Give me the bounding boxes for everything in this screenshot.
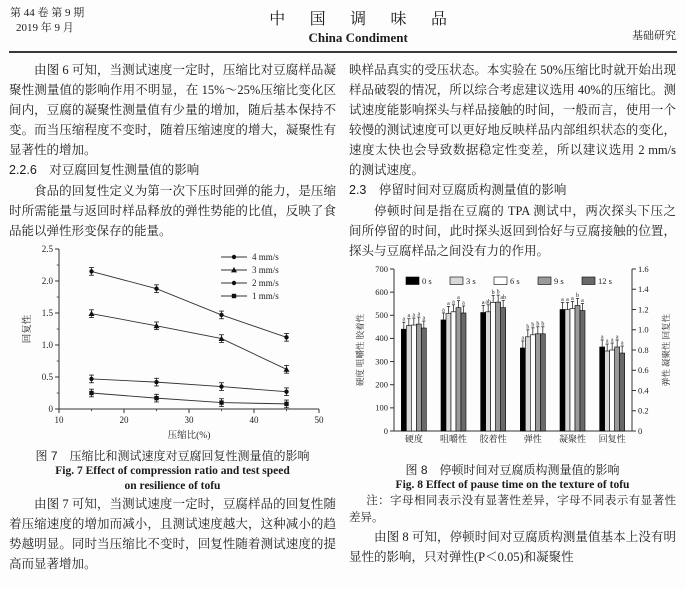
svg-text:b: b (491, 290, 495, 297)
svg-text:a: a (481, 300, 485, 307)
fig8-bars (401, 290, 625, 444)
svg-text:a: a (565, 297, 569, 303)
fig7-series (88, 268, 289, 408)
svg-text:b: b (496, 289, 500, 296)
svg-text:1.0: 1.0 (41, 339, 53, 350)
svg-text:a: a (421, 315, 425, 322)
svg-text:100: 100 (374, 402, 388, 413)
svg-text:3 mm/s: 3 mm/s (251, 265, 279, 275)
svg-text:50: 50 (314, 415, 323, 425)
journal-title-block (84, 6, 632, 46)
paragraph: 由图 8 可知，停顿时间对豆腐质构测量值基本上没有明显性的影响，只对弹性(P＜0.05)和凝聚性 (349, 530, 676, 564)
svg-text:弹性 凝聚性 回复性: 弹性 凝聚性 回复性 (660, 313, 671, 387)
svg-text:300: 300 (374, 356, 388, 367)
fig8-legend (406, 276, 612, 286)
issue-info (10, 6, 84, 36)
svg-text:500: 500 (374, 310, 388, 321)
figure7 (9, 243, 336, 447)
svg-text:a: a (520, 335, 524, 342)
svg-text:a: a (605, 338, 609, 345)
svg-text:1.4: 1.4 (637, 284, 649, 295)
paragraph: 由图 7 可知，当测试速度一定时，豆腐样品的回复性随着压缩速度的增加而减小，且测试速度越大，这种减小的趋势越明显。同时当压缩比不变时，回复性随着测试速度的提高而显著增加。 (9, 497, 336, 571)
svg-text:1.0: 1.0 (637, 324, 649, 335)
section-heading-226: 2.2.6 对豆腐回复性测量值的影响 (9, 163, 200, 177)
figure7-caption-en-line2: on resilience of tofu (124, 480, 221, 492)
svg-text:b: b (530, 322, 534, 329)
paragraph: 停顿时间是指在豆腐的 TPA 测试中，两次探头下压之间所停留的时间，此时探头返回到恰好与豆腐接触的位置，探头与豆腐样品之间没有力的作用。 (349, 204, 676, 258)
svg-text:a: a (461, 300, 465, 307)
page-header (0, 0, 686, 46)
svg-text:a: a (451, 299, 455, 306)
svg-text:b: b (525, 324, 529, 331)
svg-text:弹性: 弹性 (523, 434, 542, 444)
svg-text:0.6: 0.6 (637, 365, 649, 376)
svg-text:3 s: 3 s (465, 276, 476, 286)
paragraph: 食品的回复性定义为第一次下压时回弹的能力，是压缩时所需能量与返回时样品释放的弹性势能的比值，反映了食品能以弹性形变保存的能量。 (9, 184, 336, 238)
figure8-note: 注：字母相同表示没有显著性差异，字母不同表示有显著性差异。 (349, 495, 676, 524)
svg-text:0: 0 (637, 425, 642, 436)
svg-text:a: a (416, 311, 420, 318)
svg-text:凝聚性: 凝聚性 (558, 434, 586, 444)
svg-text:咀嚼性: 咀嚼性 (439, 434, 467, 444)
svg-text:4 mm/s: 4 mm/s (251, 252, 279, 262)
svg-text:2.5: 2.5 (41, 243, 53, 254)
svg-text:硬度 咀嚼性 胶着性: 硬度 咀嚼性 胶着性 (354, 313, 365, 387)
svg-text:0.2: 0.2 (637, 405, 649, 416)
header-rule (9, 51, 677, 53)
svg-text:600: 600 (374, 286, 388, 297)
svg-text:a: a (580, 298, 584, 305)
right-column (349, 60, 676, 574)
section-heading-23: 2.3 停留时间对豆腐质构测量值的影响 (349, 183, 567, 197)
figure7-caption-cn: 图 7 压缩比和测试速度对豆腐回复性测量值的影响 (35, 449, 310, 463)
svg-text:0.5: 0.5 (41, 371, 53, 382)
svg-text:30: 30 (184, 415, 193, 425)
paragraph: 映样品真实的受压状态。本实验在 50%压缩比时就开始出现样品破裂的情况，所以综合考虑建议选用 40%的压缩比。测试速度能影响探头与样品接触的时间，一般而言，使用一个较慢的测试速度可以更好地反映样品内部组织状态的变化，速度太快也会导致数据稳定性变差，所以建议选用 2 mm/s 的测试速度。 (349, 63, 676, 177)
two-column-body (0, 60, 686, 574)
svg-text:a: a (610, 337, 614, 344)
svg-text:6 s: 6 s (509, 276, 520, 286)
svg-text:700: 700 (374, 263, 388, 274)
svg-text:a: a (615, 334, 619, 341)
journal-title-en: China Condiment (308, 30, 408, 45)
svg-text:b: b (575, 292, 579, 299)
svg-text:9 s: 9 s (553, 276, 564, 286)
figure7-caption-en-line1: Fig. 7 Effect of compression ratio and test speed (55, 465, 290, 477)
svg-text:硬度: 硬度 (404, 434, 423, 444)
svg-text:压缩比(%): 压缩比(%) (167, 431, 210, 441)
figure8-caption-en: Fig. 8 Effect of pause time on the texture of tofu (395, 479, 630, 491)
svg-text:400: 400 (374, 333, 388, 344)
left-column (9, 60, 336, 574)
volume-issue: 第 44 卷 第 9 期 (10, 7, 85, 19)
svg-text:20: 20 (119, 415, 128, 425)
svg-text:a: a (600, 334, 604, 341)
figure8-bar-chart (352, 263, 674, 455)
svg-text:a: a (406, 313, 410, 320)
svg-text:a: a (411, 312, 415, 319)
svg-text:a: a (446, 300, 450, 307)
svg-text:a: a (441, 307, 445, 314)
section-label: 基础研究 (632, 30, 676, 42)
svg-text:b: b (540, 321, 544, 328)
svg-text:a: a (401, 316, 405, 323)
figure7-line-chart (19, 243, 327, 441)
svg-text:胶着性: 胶着性 (479, 434, 507, 444)
svg-text:10: 10 (54, 415, 63, 425)
issue-date: 2019 年 9 月 (16, 22, 74, 34)
svg-text:200: 200 (374, 379, 388, 390)
svg-text:0: 0 (383, 425, 388, 436)
svg-text:1.2: 1.2 (637, 304, 649, 315)
svg-text:0 s: 0 s (421, 276, 432, 286)
svg-text:a: a (456, 295, 460, 302)
svg-text:ab: ab (499, 295, 506, 302)
svg-text:a: a (560, 297, 564, 303)
figure8-caption-cn: 图 8 停顿时间对豆腐质构测量值的影响 (405, 463, 620, 477)
svg-text:12 s: 12 s (597, 276, 612, 286)
svg-text:1.5: 1.5 (41, 307, 53, 318)
svg-text:1 mm/s: 1 mm/s (251, 291, 279, 301)
paragraph: 由图 6 可知，当测试速度一定时，压缩比对豆腐样品凝聚性测量值的影响作用不明显，在 15%～25%压缩比变化区间内，豆腐的凝聚性测量值有少量的增加，随后基本保持不变。而当压缩程度不变时，随着压缩速度的增大，凝聚性有显著性的增加。 (9, 63, 336, 157)
svg-text:回复性: 回复性 (22, 314, 33, 344)
svg-text:ab: ab (484, 299, 491, 306)
svg-text:2.0: 2.0 (41, 275, 53, 286)
svg-text:0.4: 0.4 (637, 385, 649, 396)
fig7-legend (221, 252, 279, 301)
svg-text:a: a (620, 340, 624, 347)
svg-text:a: a (570, 295, 574, 302)
figure8 (349, 263, 676, 461)
svg-text:b: b (535, 321, 539, 328)
svg-text:40: 40 (249, 415, 258, 425)
svg-text:0: 0 (48, 403, 53, 414)
journal-title-cn: 中 国 调 味 品 (269, 11, 458, 28)
svg-text:2 mm/s: 2 mm/s (251, 278, 279, 288)
svg-text:回复性: 回复性 (598, 434, 626, 444)
svg-text:1.6: 1.6 (637, 263, 649, 274)
svg-text:0.8: 0.8 (637, 344, 649, 355)
